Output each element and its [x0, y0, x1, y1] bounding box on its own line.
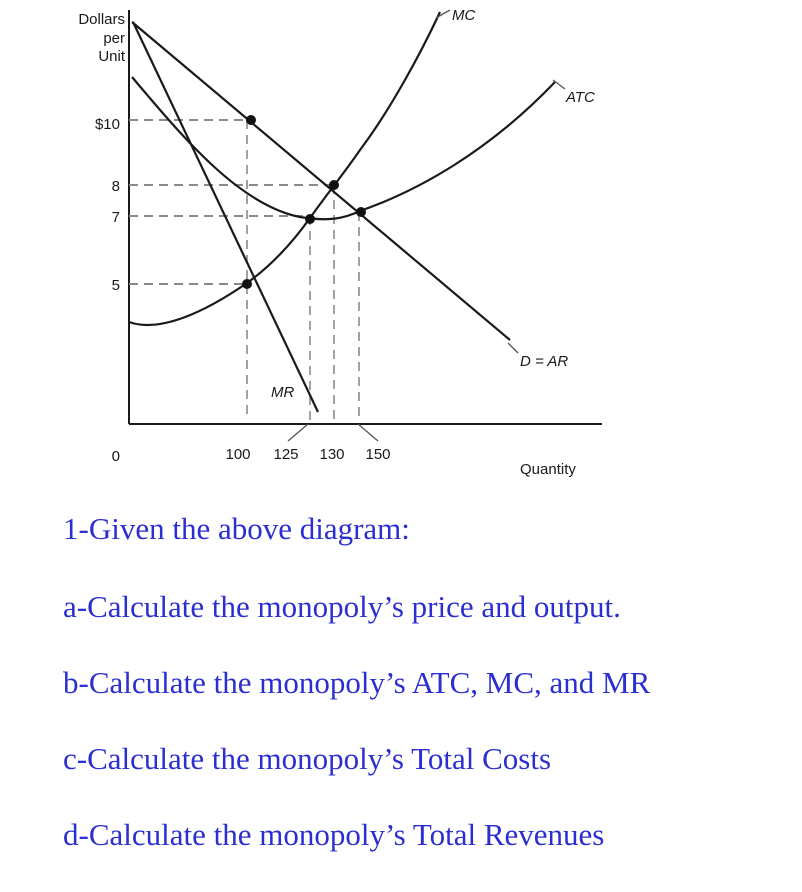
question-heading: 1-Given the above diagram: — [63, 511, 410, 546]
y-tick-10: $10 — [94, 116, 120, 133]
question-c: c-Calculate the monopoly’s Total Costs — [63, 741, 552, 776]
y-tick-8: 8 — [111, 178, 120, 195]
point-100-5 — [242, 279, 252, 289]
x-tick-100: 100 — [225, 446, 251, 463]
point-100-10 — [246, 115, 256, 125]
curve-d-ar — [132, 22, 510, 340]
guide-lines — [129, 120, 359, 420]
point-125-7 — [305, 214, 315, 224]
question-d: d-Calculate the monopoly’s Total Revenues — [63, 817, 605, 852]
atc-label: ATC — [566, 89, 595, 106]
demand-label-leader — [508, 343, 518, 353]
curves — [129, 12, 555, 412]
question-a: a-Calculate the monopoly’s price and output. — [63, 589, 621, 624]
x-tick-150: 150 — [365, 446, 391, 463]
mr-label: MR — [271, 384, 295, 401]
curve-atc — [132, 77, 555, 219]
y-axis-label-line-3: Unit — [98, 48, 125, 65]
atc-label-leader — [553, 80, 565, 89]
y-axis-label-line-1: Dollars — [78, 11, 125, 28]
leader-125 — [288, 424, 308, 441]
leader-150 — [358, 424, 378, 441]
x-tick-125: 125 — [273, 446, 299, 463]
point-130-8 — [329, 180, 339, 190]
y-axis-label-line-2: per — [103, 30, 125, 47]
y-tick-7: 7 — [111, 209, 120, 226]
demand-label: D = AR — [520, 353, 569, 370]
question-b: b-Calculate the monopoly’s ATC, MC, and MR — [63, 665, 651, 700]
x-tick-130: 130 — [319, 446, 345, 463]
origin-label: 0 — [111, 448, 120, 465]
x-axis-label: Quantity — [520, 461, 576, 478]
point-150-7.2 — [356, 207, 366, 217]
mc-label: MC — [452, 7, 476, 24]
y-tick-5: 5 — [111, 277, 120, 294]
